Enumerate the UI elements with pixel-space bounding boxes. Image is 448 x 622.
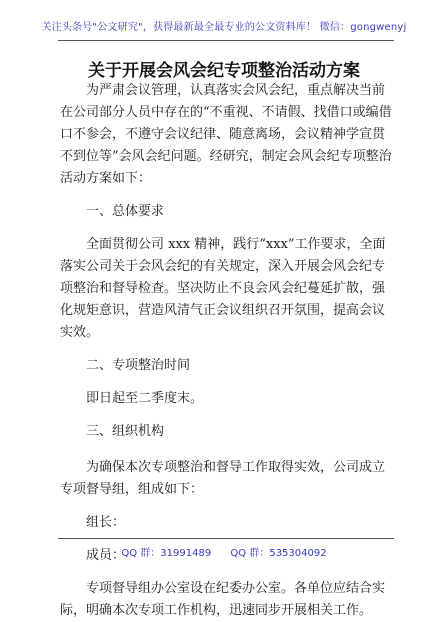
section-text-time: 即日起至二季度末。 xyxy=(86,391,204,406)
members-label: 成员： xyxy=(86,548,126,563)
footer xyxy=(0,544,448,559)
header-promo-note: 关注头条号"公文研究"，获得最新最全最专业的公文资料库！ 微信：gongwenyj xyxy=(41,22,407,33)
leader-label: 组长： xyxy=(86,515,126,530)
section-heading-organization: 三、组织机构 xyxy=(86,424,165,439)
section-text-organization: 为确保本次专项整治和督导工作取得实效，公司成立专项督导组，组成如下： xyxy=(60,460,386,497)
footer-divider xyxy=(58,538,394,539)
section-heading-time: 二、专项整治时间 xyxy=(86,358,191,373)
section-heading-general-requirements: 一、总体要求 xyxy=(86,204,165,219)
header-divider xyxy=(58,40,394,41)
document-body xyxy=(60,80,394,622)
section-text-general-requirements: 全面贯彻公司 xxx 精神，践行“xxx”工作要求，全面落实公司关于会风会纪的有关规定，深入开展会风会纪专项整治和督导检查。坚决防止不良会风会纪蔓延扩散，强化规矩意识，营造风清气正会议组织召开氛围，提高会议实效。 xyxy=(60,237,386,340)
office-paragraph: 专项督导组办公室设在纪委办公室。各单位应结合实际，明确本次专项工作机构，迅速同步开展相关工作。 xyxy=(60,581,386,618)
footer-qq-group-1: QQ 群：31991489 xyxy=(121,548,212,559)
intro-paragraph: 为严肃会议管理，认真落实会风会纪，重点解决当前在公司部分人员中存在的“不重视、不请假、找借口或编借口不参会，不遵守会议纪律、随意离场，会议精神学宣贯不到位等”会风会纪问题。经研究，制定会风会纪专项整治活动方案如下： xyxy=(60,83,392,186)
footer-qq-group-2: QQ 群：535304092 xyxy=(230,548,327,559)
document-title: 关于开展会风会纪专项整治活动方案 xyxy=(88,61,360,81)
